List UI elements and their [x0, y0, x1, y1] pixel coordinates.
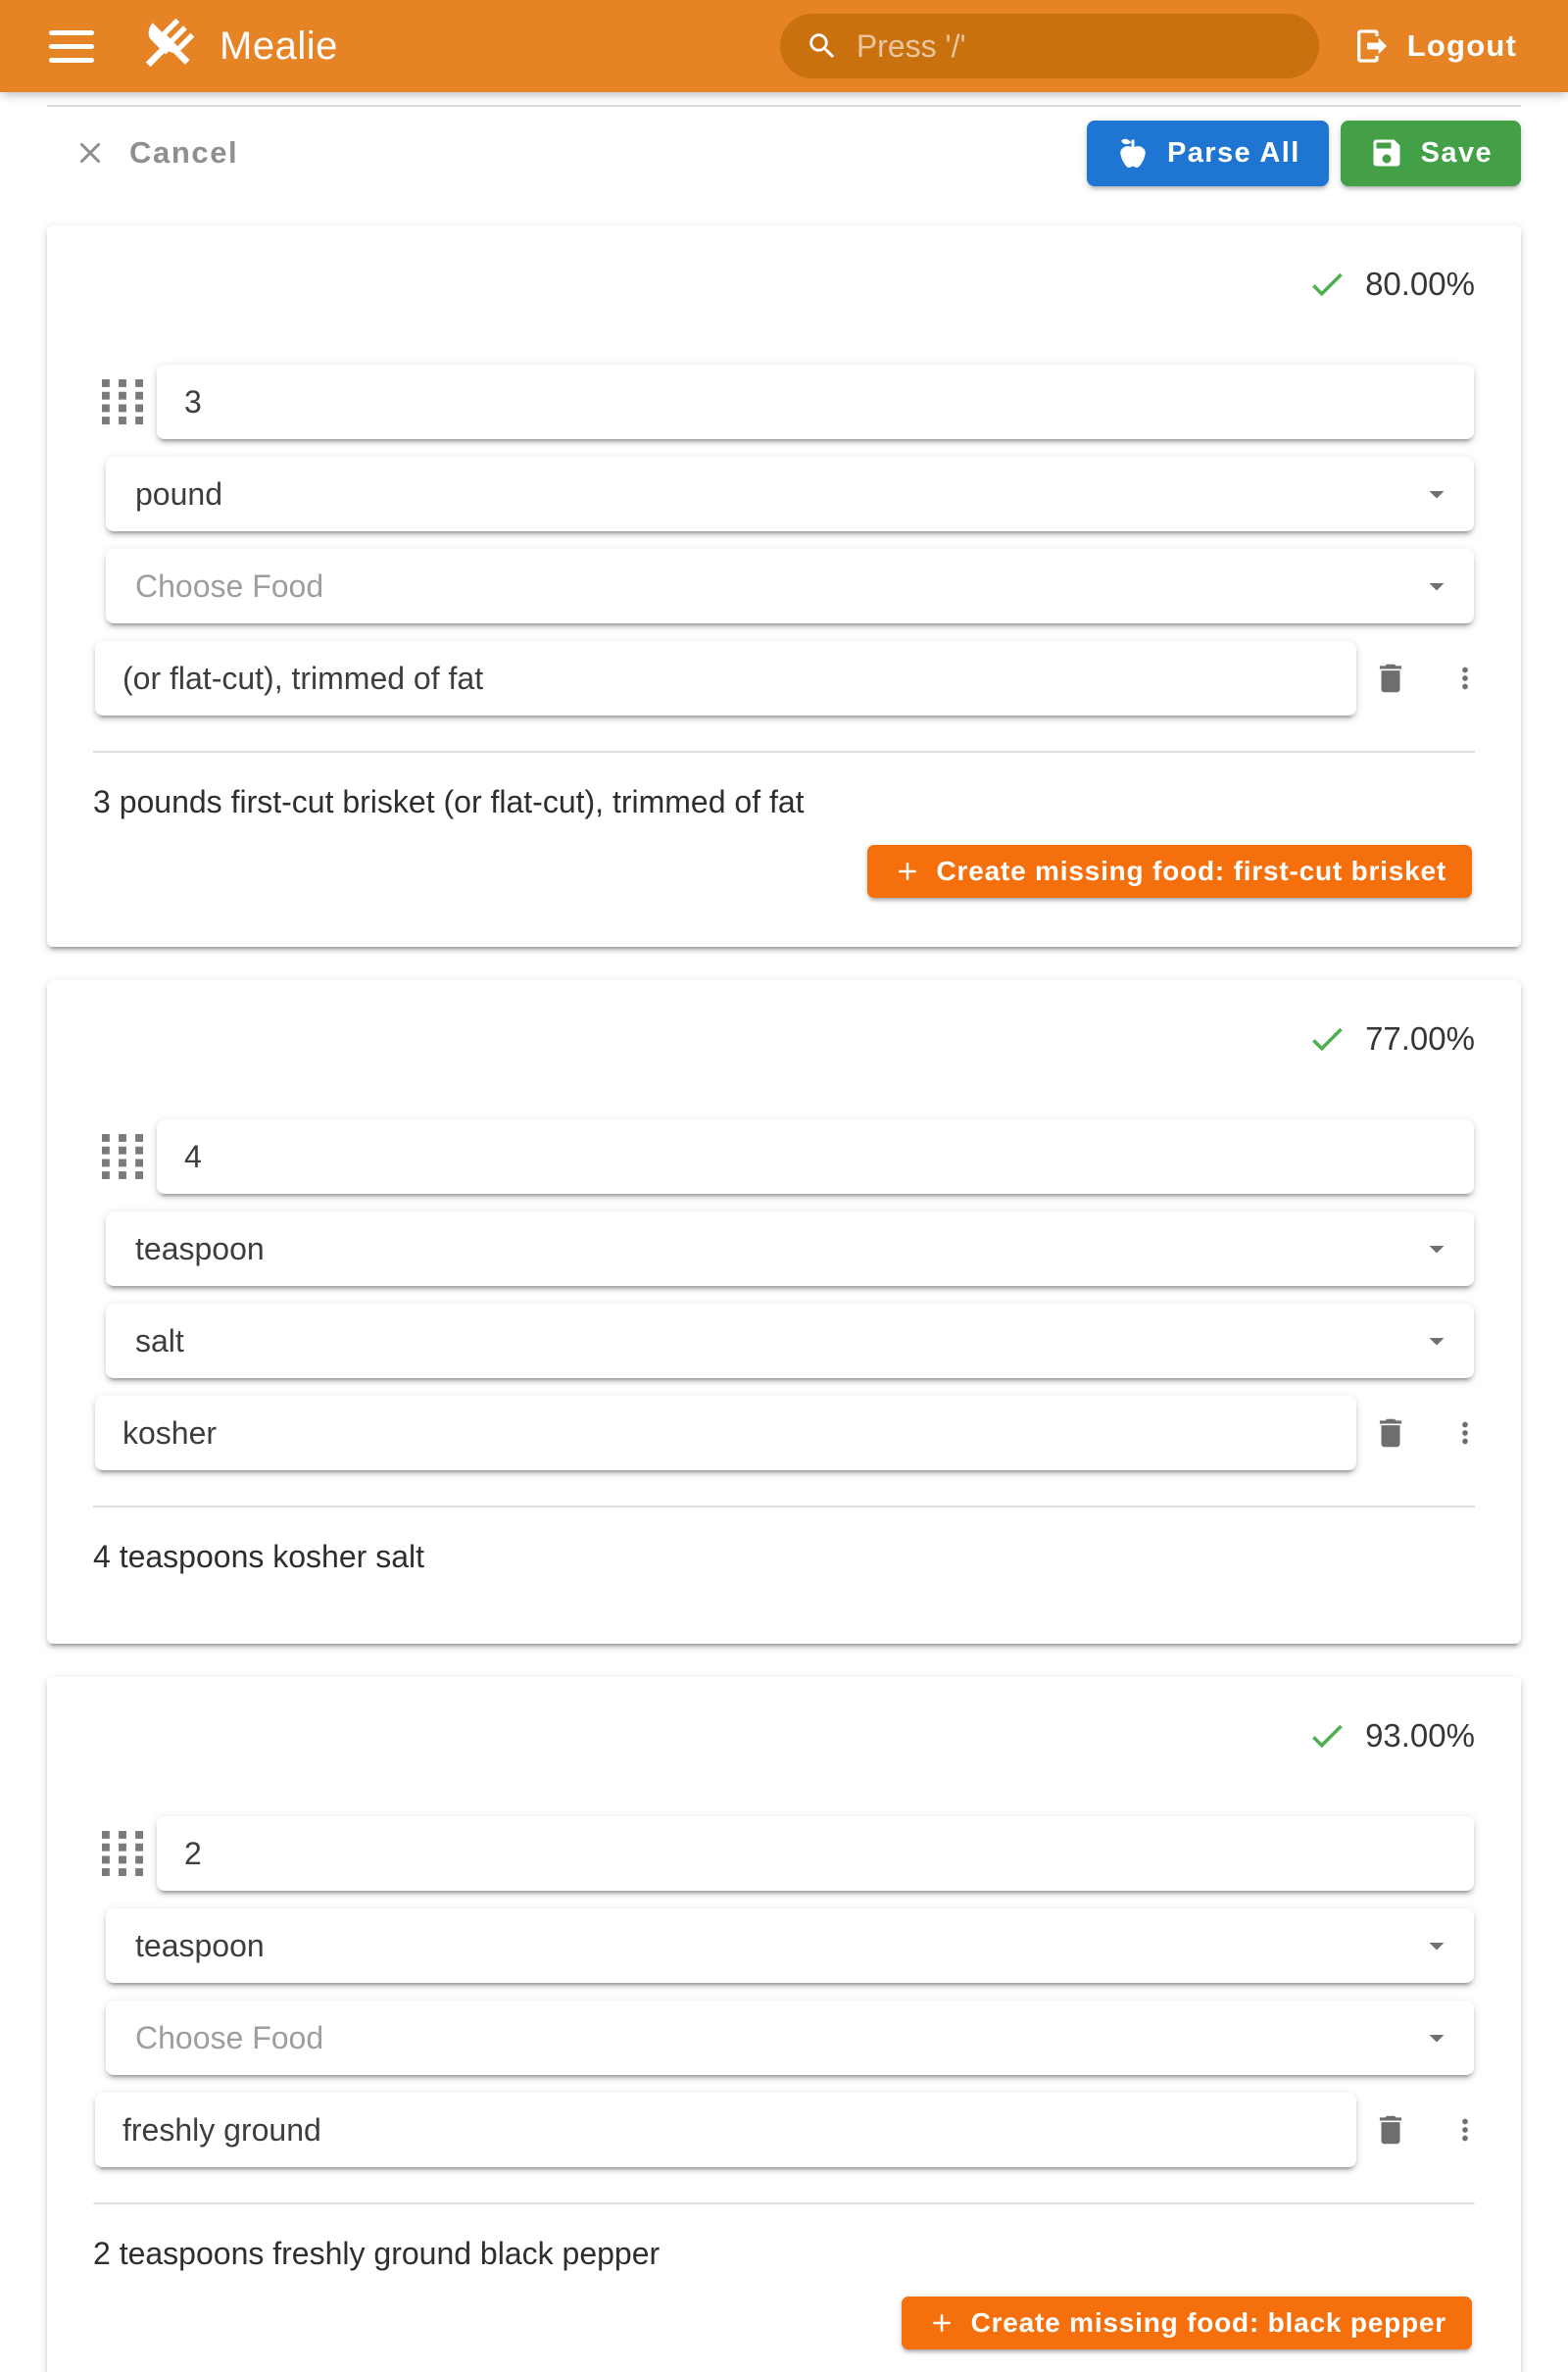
confidence-value: 93.00% [1365, 1717, 1475, 1754]
notes-input[interactable] [95, 1396, 1356, 1470]
search-icon [806, 27, 839, 65]
trash-icon [1372, 1414, 1409, 1452]
card-divider [93, 2202, 1475, 2204]
create-missing-food-label: Create missing food: first-cut brisket [936, 856, 1446, 886]
original-ingredient-text: 4 teaspoons kosher salt [93, 1539, 424, 1574]
mealie-logo-icon[interactable] [135, 15, 198, 77]
app-bar [0, 0, 1568, 92]
cancel-button[interactable] [73, 135, 238, 171]
toolbar-actions [1087, 121, 1521, 186]
quantity-row [47, 365, 1474, 439]
drag-handle-icon[interactable] [102, 1831, 143, 1876]
create-missing-food-label: Create missing food: black pepper [970, 2307, 1446, 2338]
caret-down-icon [1419, 2020, 1454, 2055]
quantity-input[interactable] [157, 1816, 1474, 1891]
notes-input[interactable] [95, 641, 1356, 716]
card-divider [93, 751, 1475, 753]
unit-select[interactable] [106, 1908, 1474, 1983]
original-ingredient-text: 2 teaspoons freshly ground black pepper [93, 2236, 661, 2271]
caret-down-icon [1419, 476, 1454, 512]
app-title: Mealie [220, 24, 338, 68]
confidence-row [47, 1712, 1475, 1759]
create-missing-food-button[interactable] [867, 845, 1472, 898]
notes-input[interactable] [95, 2093, 1356, 2167]
apple-icon [1115, 135, 1151, 171]
card-actions [47, 2297, 1472, 2349]
check-icon [1306, 264, 1348, 305]
kebab-menu-icon [1448, 662, 1482, 695]
parse-all-label: Parse All [1167, 136, 1300, 169]
unit-value: teaspoon [135, 1927, 265, 1963]
save-label: Save [1420, 136, 1493, 169]
floppy-save-icon [1369, 135, 1404, 171]
parse-all-button[interactable] [1087, 121, 1329, 186]
unit-value: pound [135, 475, 222, 512]
trash-icon [1372, 660, 1409, 697]
parser-toolbar [47, 107, 1521, 199]
confidence-value: 77.00% [1365, 1020, 1475, 1057]
cancel-label: Cancel [129, 135, 239, 170]
check-icon [1306, 1715, 1348, 1756]
unit-value: teaspoon [135, 1230, 265, 1266]
quantity-row [47, 1816, 1474, 1891]
delete-ingredient-button[interactable] [1372, 2111, 1409, 2149]
quantity-input[interactable] [157, 1119, 1474, 1194]
plus-icon [927, 2308, 956, 2338]
food-placeholder: Choose Food [135, 2019, 324, 2055]
caret-down-icon [1419, 1928, 1454, 1963]
confidence-value: 80.00% [1365, 266, 1475, 302]
card-actions [47, 845, 1472, 898]
logout-icon [1352, 26, 1392, 66]
close-icon [73, 135, 108, 171]
caret-down-icon [1419, 568, 1454, 604]
save-button[interactable] [1341, 121, 1521, 186]
food-select[interactable] [106, 549, 1474, 623]
notes-row [95, 2093, 1475, 2167]
food-select[interactable] [106, 1304, 1474, 1378]
hamburger-menu-icon[interactable] [49, 30, 94, 63]
card-divider [93, 1506, 1475, 1507]
logout-label: Logout [1406, 28, 1517, 63]
logout-button[interactable] [1352, 26, 1517, 66]
unit-select[interactable] [106, 1211, 1474, 1286]
original-ingredient-text: 3 pounds first-cut brisket (or flat-cut), trimmed of fat [93, 784, 805, 819]
ingredient-card [47, 1677, 1521, 2372]
notes-row [95, 641, 1475, 716]
search-bar[interactable] [780, 14, 1319, 78]
search-input[interactable] [857, 28, 1294, 65]
drag-handle-icon[interactable] [102, 379, 143, 424]
quantity-row [47, 1119, 1474, 1194]
page-content [47, 105, 1521, 2372]
delete-ingredient-button[interactable] [1372, 1414, 1409, 1452]
ingredient-card [47, 980, 1521, 1644]
quantity-input[interactable] [157, 365, 1474, 439]
ingredient-menu-button[interactable] [1448, 1416, 1482, 1450]
food-select[interactable] [106, 2001, 1474, 2075]
notes-row [95, 1396, 1475, 1470]
plus-icon [893, 857, 922, 886]
confidence-row [47, 1015, 1475, 1062]
food-value: salt [135, 1322, 184, 1359]
kebab-menu-icon [1448, 2113, 1482, 2147]
food-placeholder: Choose Food [135, 568, 324, 604]
unit-select[interactable] [106, 457, 1474, 531]
trash-icon [1372, 2111, 1409, 2149]
create-missing-food-button[interactable] [902, 2297, 1472, 2349]
confidence-row [47, 261, 1475, 308]
ingredient-menu-button[interactable] [1448, 2113, 1482, 2147]
ingredient-card [47, 225, 1521, 947]
caret-down-icon [1419, 1323, 1454, 1359]
caret-down-icon [1419, 1231, 1454, 1266]
delete-ingredient-button[interactable] [1372, 660, 1409, 697]
check-icon [1306, 1018, 1348, 1060]
drag-handle-icon[interactable] [102, 1134, 143, 1179]
kebab-menu-icon [1448, 1416, 1482, 1450]
ingredient-menu-button[interactable] [1448, 662, 1482, 695]
